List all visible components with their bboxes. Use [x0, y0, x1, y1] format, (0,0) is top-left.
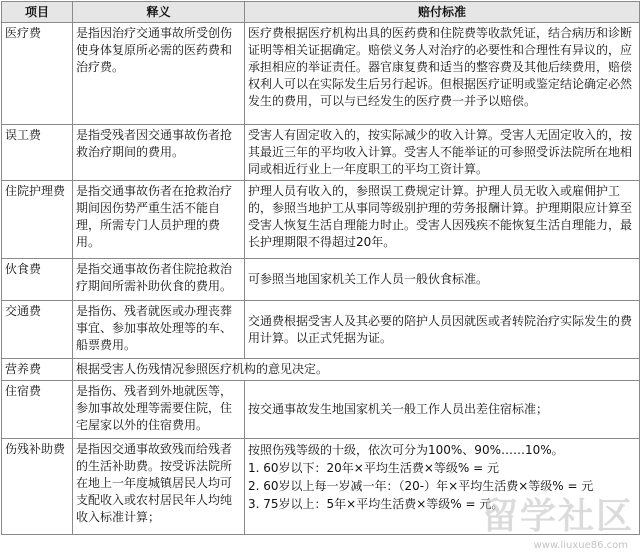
row-standard: 交通费根据受害人及其必要的陪护人员因就医或者转院治疗实际发生的费用计算。以正式凭据为证。 [245, 301, 640, 359]
table-row-medical [2, 23, 640, 125]
row-explain: 是指伤、残者就医或办理丧葬事宜、参加事故处理等的车、船票费用。 [73, 301, 245, 359]
table-row-nursing [2, 181, 640, 259]
header-standard: 赔付标准 [245, 2, 640, 23]
row-item: 误工费 [2, 125, 73, 181]
row-explain: 是指受残者因交通事故伤者抢救治疗期间的费用。 [73, 125, 245, 181]
row-explain: 是指伤、残者到外地就医等，参加事故处理等需要住院，住宅屋家以外的住宿费用。 [73, 381, 245, 439]
row-item: 交通费 [2, 301, 73, 359]
table-row-disability [2, 439, 640, 535]
table-row-lodging [2, 381, 640, 439]
row-explain: 是指交通事故伤者在抢救治疗期间因伤势严重生活不能自理，所需专门人员护理的费用。 [73, 181, 245, 259]
header-explain: 释义 [73, 2, 245, 23]
disability-line: 3. 75岁以上：5年×平均生活费×等级% = 元。 [248, 497, 504, 511]
row-item: 医疗费 [2, 23, 73, 125]
table-row-meals [2, 259, 640, 301]
row-item: 伤残补助费 [2, 439, 73, 535]
table-row-nutrition [2, 359, 640, 381]
row-explain: 是指因交通事故致残而给残者的生活补助费。按受诉法院所在地上一年度城镇居民人均可支配收入或农村居民年人均纯收入标准计算； [73, 439, 245, 535]
row-item: 住宿费 [2, 381, 73, 439]
table-row-lost-wages [2, 125, 640, 181]
site-watermark-url: www.liuxue86.com [533, 540, 628, 551]
row-item: 住院护理费 [2, 181, 73, 259]
row-explain: 是指交通事故伤者住院抢救治疗期间所需补助伙食的费用。 [73, 259, 245, 301]
header-item: 项目 [2, 2, 73, 23]
row-item: 营养费 [2, 359, 73, 381]
disability-line: 2. 60岁以上每一岁减一年：（20-）年×平均生活费×等级% = 元 [248, 479, 594, 493]
row-standard: 可参照当地国家机关工作人员一般伙食标准。 [245, 259, 640, 301]
row-standard: 护理人员有收入的，参照误工费规定计算。护理人员无收入或雇佣护工的，参照当地护工从事同等级别护理的劳务报酬计算。护理期限应计算至受害人恢复生活自理能力时止。受害人因残疾不能恢复生活自理能力，最长护理期限不得超过20年。 [245, 181, 640, 259]
table-row-transport [2, 301, 640, 359]
disability-line: 按照伤残等级的十级，依次可分为100%、90%……10%。 [248, 443, 564, 457]
compensation-table [1, 1, 640, 535]
row-explain: 根据受害人伤残情况参照医疗机构的意见决定。 [73, 359, 640, 381]
row-item: 伙食费 [2, 259, 73, 301]
row-explain: 是指因治疗交通事故所受创伤使身体复原所必需的医药费和治疗费。 [73, 23, 245, 125]
site-watermark-logo: 留学社区 [481, 496, 634, 537]
row-standard: 按交通事故发生地国家机关一般工作人员出差住宿标准； [245, 381, 640, 439]
table-header-row [2, 2, 640, 23]
row-standard: 受害人有固定收入的，按实际减少的收入计算。受害人无固定收入的，按其最近三年的平均收入计算。受害人不能举证的可参照受诉法院所在地相同或相近行业上一年度职工的平均工资计算。 [245, 125, 640, 181]
row-standard: 医疗费根据医疗机构出具的医药费和住院费等收款凭证，结合病历和诊断证明等相关证据确定。赔偿义务人对治疗的必要性和合理性有异议的，应承担相应的举证责任。器官康复费和适当的整容费及其他后续费用，赔偿权利人可以在实际发生后另行起诉。但根据医疗证明或鉴定结论确定必然发生的费用，可以与已经发生的医疗费一并予以赔偿。 [245, 23, 640, 125]
row-standard [245, 439, 640, 535]
disability-line: 1. 60岁以下：20年×平均生活费×等级% = 元 [248, 461, 499, 475]
